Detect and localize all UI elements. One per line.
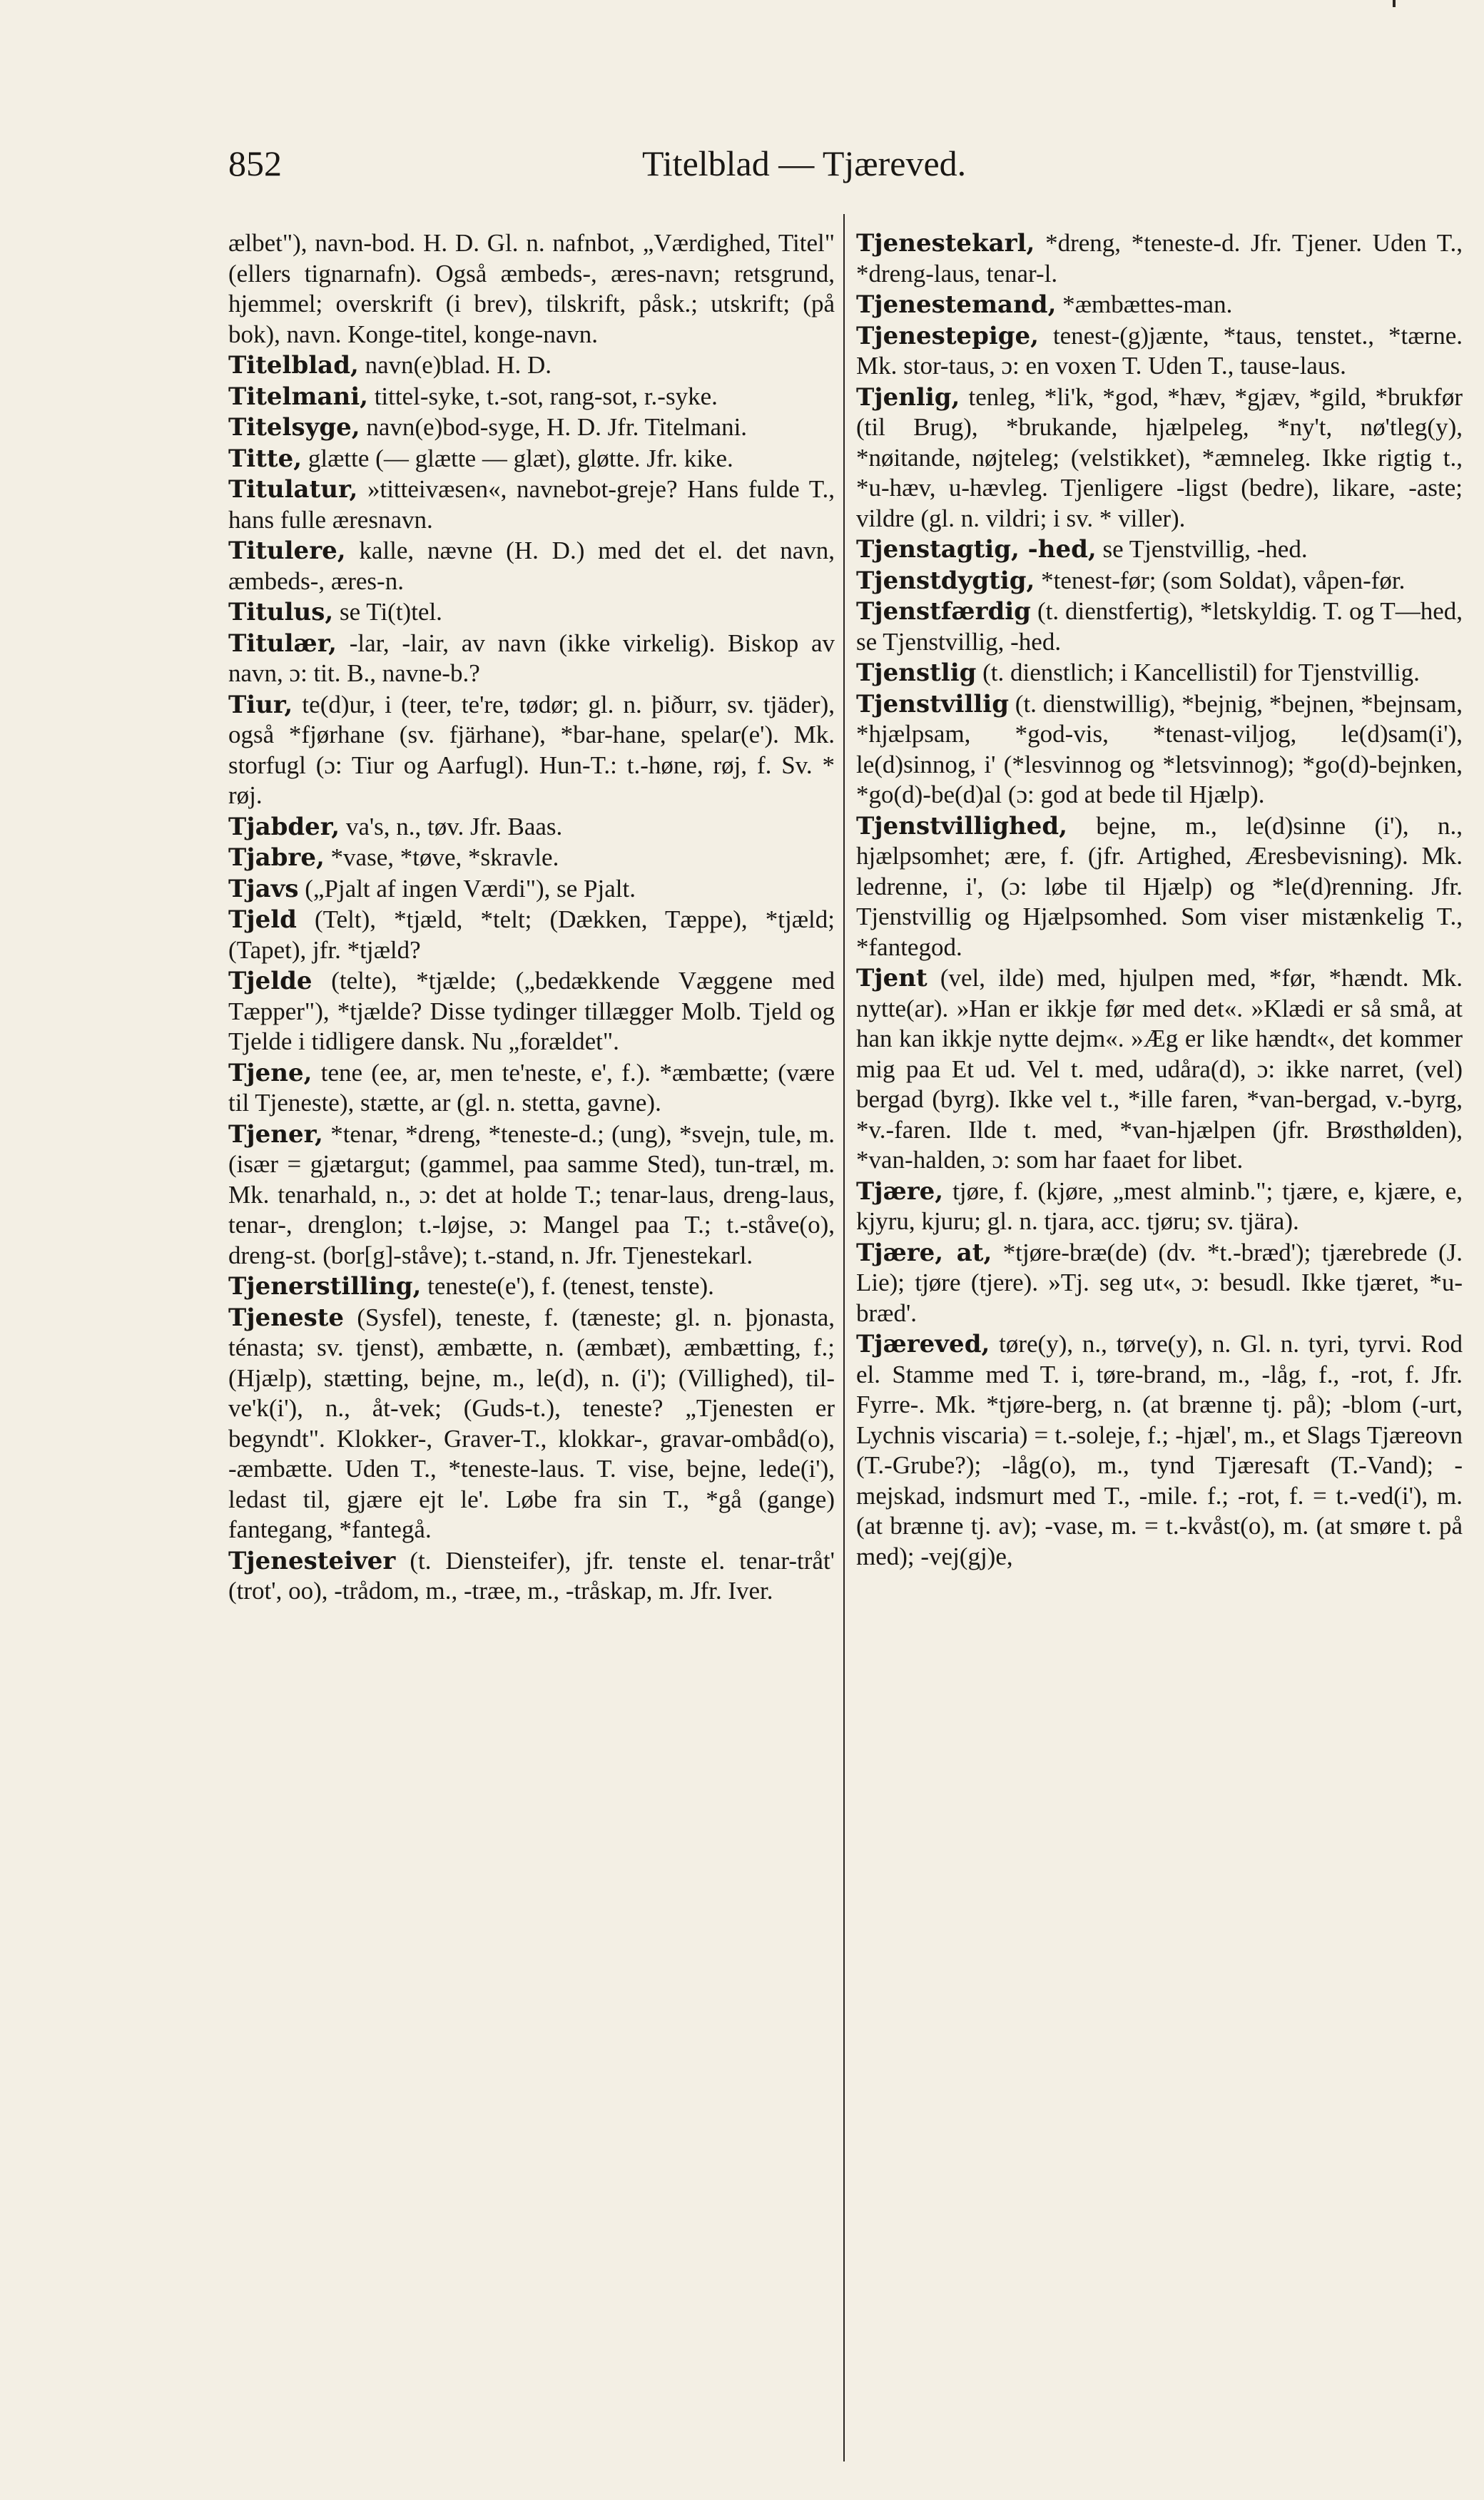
- entry-headword: Tjabder,: [228, 812, 340, 841]
- dictionary-entry: [228, 1303, 835, 1545]
- entry-definition: tjøre, f. (kjøre, „mest alminb."; tjære, e, kjære, e, kjyru, kjuru; gl. n. tjara, acc. tjøru; sv. tjära).: [856, 1177, 1463, 1235]
- entry-headword: Tjære,: [856, 1177, 944, 1206]
- dictionary-entry: [228, 474, 835, 535]
- entry-headword: Titulus,: [228, 598, 334, 626]
- dictionary-entry: [856, 963, 1463, 1176]
- entry-headword: Tjenstfærdig: [856, 597, 1031, 626]
- entry-headword: Tjelde: [228, 967, 312, 995]
- entry-headword: Tjene,: [228, 1058, 312, 1087]
- entry-headword: Tjæreved,: [856, 1330, 990, 1358]
- entry-definition: *tenar, *dreng, *teneste-d.; (ung), *svejn, tule, m. (især = gjætargut; (gammel, paa samme Sted), tun-træl, m. Mk. tenarhald, n., ɔ: det at holde T.; tenar-laus, dreng-laus, tenar-, drenglon; t.-løjse, ɔ: Mangel paa T.; t.-ståve(o), dreng-st. (bor[g]-ståve); t.-stand, n. Jfr. Tjenestekarl.: [228, 1119, 835, 1269]
- entry-definition: (t. dienstlich; i Kancellistil) for Tjenstvillig.: [976, 659, 1420, 686]
- dictionary-entry: [856, 534, 1463, 565]
- dictionary-entry: [228, 536, 835, 596]
- entry-definition: (telte), *tjælde; („bedækkende Væggene med Tæpper"), *tjælde? Disse tydinger tillægger Molb. Tjeld og Tjelde i tidligere dansk. Nu „forældet".: [228, 967, 835, 1055]
- dictionary-entry: [228, 843, 835, 873]
- dictionary-entry: [228, 905, 835, 965]
- entry-definition: (t. Diensteifer), jfr. tenste el. tenar-tråt' (trot', oo), -trådom, m., -træe, m., -tråskap, m. Jfr. Iver.: [228, 1546, 835, 1605]
- entry-headword: Titelblad,: [228, 351, 359, 380]
- entry-definition: (Sysfel), teneste, f. (tæneste; gl. n. þjonasta, ténasta; sv. tjenst), æmbætte, n. (æmbæt), æmbætting, f.; (Hjælp), stætting, bejne, m., le(d), n. (i'); (Villighed), til-ve'k(i'), n., åt-vek; (Guds-t.), teneste? „Tjenesten er begyndt". Klokker-, Graver-T., klokkar-, gravar-ombåd(o), -æmbætte. Uden T., *teneste-laus. T. vise, bejne, lede(i'), ledast til, gjære ejt le'. Løbe fra sin T., *gå (gange) fantegang, *fantegå.: [228, 1303, 835, 1543]
- entry-headword: Tjenstvillig: [856, 689, 1009, 718]
- entry-headword: Tjenstagtig, -hed,: [856, 535, 1097, 564]
- dictionary-entry: [228, 1546, 835, 1607]
- entry-definition: navn(e)blad. H. D.: [358, 351, 552, 379]
- entry-headword: Titulær,: [228, 629, 337, 658]
- dictionary-entry: [228, 1271, 835, 1302]
- dictionary-entry: [228, 444, 835, 474]
- dictionary-entry: [856, 382, 1463, 534]
- entry-headword: Tjent: [856, 964, 928, 992]
- entry-headword: Titulere,: [228, 537, 346, 565]
- entry-headword: Titelsyge,: [228, 413, 360, 442]
- entry-definition: (vel, ilde) med, hjulpen med, *før, *hændt. Mk. nytte(ar). »Han er ikkje før med det«. »Klædi er så små, at han kan ikkje nytte dejm«. »Æg er like hændt«, det kommer mig paa Et ud. Vel t. med, udåra(d), ɔ: ikke narret, (vel) bergad (byrg). Ikke vel t., *ille faren, *van-bergad, v.-byrg, *v.-faren. Ilde t. med, *van-hjælpen (jfr. Brøsthølden), *van-halden, ɔ: som har faaet for libet.: [856, 964, 1463, 1174]
- dictionary-entry: [228, 812, 835, 843]
- entry-definition: (Telt), *tjæld, *telt; (Dækken, Tæppe), *tjæld; (Tapet), jfr. *tjæld?: [228, 905, 835, 964]
- entry-definition: („Pjalt af ingen Værdi"), se Pjalt.: [298, 874, 636, 903]
- entry-definition: tittel-syke, t.-sot, rang-sot, r.-syke.: [367, 382, 718, 410]
- entry-definition: tenest-(g)jænte, *taus, tenstet., *tærne. Mk. stor-taus, ɔ: en voxen T. Uden T., tause-laus.: [856, 321, 1463, 380]
- dictionary-entry: [228, 1119, 835, 1271]
- entry-definition: navn(e)bod-syge, H. D. Jfr. Titelmani.: [360, 413, 748, 441]
- page-header: [228, 143, 1270, 207]
- dictionary-entry: [228, 412, 835, 443]
- entry-definition: (t. dienstwillig), *bejnig, *bejnen, *bejnsam, *hjælpsam, *god-vis, *tenast-viljog, le(d)sam(i'), le(d)sinnog, i' (*lesvinnog og *letsvinnog); *go(d)-bejnken, *go(d)-be(d)al (ɔ: god at bede til Hjælp).: [856, 689, 1463, 808]
- dictionary-entry: [856, 566, 1463, 596]
- entry-headword: Tjenesteiver: [228, 1546, 396, 1575]
- entry-headword: Tjavs: [228, 874, 299, 903]
- entry-definition: kalle, nævne (H. D.) med det el. det navn, æmbeds-, æres-n.: [228, 537, 835, 595]
- dictionary-entry: [228, 1058, 835, 1119]
- entry-headword: Tjeld: [228, 905, 297, 934]
- entry-headword: Tjenlig,: [856, 382, 960, 412]
- dictionary-entry: [856, 658, 1463, 688]
- entry-headword: Tjener,: [228, 1119, 323, 1149]
- entry-definition: *æmbættes-man.: [1056, 290, 1233, 318]
- dictionary-entry: [856, 811, 1463, 963]
- entry-headword: Titelmani,: [228, 382, 368, 411]
- entry-headword: Tjenerstilling,: [228, 1272, 422, 1301]
- dictionary-entry: [228, 874, 835, 905]
- dictionary-entry: [856, 1329, 1463, 1572]
- entry-definition: *tjøre-bræ(de) (dv. *t.-bræd'); tjærebrede (J. Lie); tjøre (tjere). »Tj. seg ut«, ɔ: besudl. Ikke tjæret, *u-bræd'.: [856, 1238, 1463, 1327]
- entry-headword: Tjære, at,: [856, 1238, 992, 1267]
- entry-headword: Tjenestepige,: [856, 321, 1039, 350]
- dictionary-entry: [856, 1177, 1463, 1237]
- dictionary-entry: [228, 629, 835, 689]
- entry-headword: Tjenstdygtig,: [856, 566, 1035, 595]
- dictionary-entry: [856, 321, 1463, 382]
- dictionary-entry: [228, 690, 835, 811]
- entry-headword: Tjenstlig: [856, 659, 977, 687]
- entry-definition: tøre(y), n., tørve(y), n. Gl. n. tyri, tyrvi. Rod el. Stamme med T. i, tøre-brand, m., -låg, f., -rot, f. Jfr. Fyrre-. Mk. *tjøre-berg, n. (at brænne tj. på); -blom (-urt, Lychnis viscaria) = t.-soleje, f.; -hjæl', m., et Slags Tjæreovn (T.-Grube?); -låg(o), m., tynd Tjæresaft (T.-Vand); -mejskad, indsmurt med T., -mile. f.; -rot, f. = t.-ved(i'), m. (at brænne tj. av); -vase, m. = t.-kvåst(o), m. (at smøre t. på med); -vej(gj)e,: [856, 1330, 1463, 1570]
- dictionary-entry: [856, 596, 1463, 657]
- entry-definition: va's, n., tøv. Jfr. Baas.: [340, 812, 563, 840]
- right-column: [856, 228, 1463, 2476]
- entry-headword: Tjeneste: [228, 1303, 345, 1332]
- page-number: 852: [228, 143, 282, 183]
- entry-definition: *tenest-før; (som Soldat), våpen-før.: [1035, 566, 1406, 594]
- left-column: [228, 228, 835, 2476]
- dictionary-entry: [856, 689, 1463, 811]
- dictionary-entry: [228, 597, 835, 628]
- dictionary-entry: [228, 350, 835, 381]
- dictionary-entry: [228, 382, 835, 412]
- entry-headword: Tiur,: [228, 690, 293, 719]
- entry-headword: Tjenestemand,: [856, 290, 1057, 319]
- entry-definition: ælbet"), navn-bod. H. D. Gl. n. nafnbot, „Værdighed, Titel" (ellers tignarnafn). Også æmbeds-, æres-navn; retsgrund, hjemmel; overskrift (i brev), tilskrift, påsk.; utskrift; (på bok), navn. Konge-titel, konge-navn.: [228, 229, 835, 348]
- entry-definition: se Ti(t)tel.: [333, 598, 442, 626]
- entry-definition: glætte (— glætte — glæt), gløtte. Jfr. kike.: [302, 444, 733, 472]
- entry-definition: *vase, *tøve, *skravle.: [324, 843, 559, 871]
- entry-headword: Tjabre,: [228, 843, 325, 872]
- dictionary-entry: [856, 228, 1463, 289]
- entry-definition: te(d)ur, i (teer, te're, tødør; gl. n. þiðurr, sv. tjäder), også *fjørhane (sv. fjärhane), *bar-hane, spelar(e'). Mk. storfugl (ɔ: Tiur og Aarfugl). Hun-T.: t.-høne, røj, f. Sv. * røj.: [228, 690, 835, 809]
- entry-headword: Titte,: [228, 444, 303, 473]
- entry-definition: tenleg, *li'k, *god, *hæv, *gjæv, *gild, *brukfør (til Brug), *brukande, hjælpeleg, *ny't, nø'tleg(y), *nøitande, nøjteleg; (velstikket), *æmneleg. Ikke rigtig t., *u-hæv, u-hævleg. Tjenligere -ligst (bedre), likare, -aste; vildre (gl. n. vildri; i sv. * viller).: [856, 382, 1463, 532]
- dictionary-entry: [856, 1238, 1463, 1329]
- dictionary-entry: [856, 290, 1463, 320]
- entry-definition: se Tjenstvillig, -hed.: [1096, 535, 1308, 563]
- running-title: Titelblad — Tjæreved.: [642, 143, 967, 183]
- dictionary-entry: [228, 228, 835, 350]
- column-divider: [843, 214, 845, 2461]
- top-edge-mark: [1393, 0, 1396, 7]
- entry-headword: Titulatur,: [228, 475, 358, 504]
- entry-definition: -lar, -lair, av navn (ikke virkelig). Biskop av navn, ɔ: tit. B., navne-b.?: [228, 629, 835, 687]
- entry-headword: Tjenstvillighed,: [856, 811, 1067, 840]
- entry-headword: Tjenestekarl,: [856, 229, 1035, 258]
- entry-definition: tene (ee, ar, men te'neste, e', f.). *æmbætte; (være til Tjeneste), stætte, ar (gl. n. stetta, gavne).: [228, 1058, 835, 1117]
- entry-definition: »titteivæsen«, navnebot-greje? Hans fulde T., hans fulle æresnavn.: [228, 475, 835, 534]
- dictionary-entry: [228, 966, 835, 1057]
- entry-definition: (t. dienstfertig), *letskyldig. T. og T—hed, se Tjenstvillig, -hed.: [856, 597, 1463, 656]
- entry-definition: teneste(e'), f. (tenest, tenste).: [421, 1272, 714, 1300]
- entry-definition: bejne, m., le(d)sinne (i'), n., hjælpsomhet; ære, f. (jfr. Artighed, Æresbevisning). Mk. ledrenne, i', (ɔ: løbe til Hjælp) og *le(d)renning. Jfr. Tjenstvillig og Hjælpsomhed. Som viser mistænkelig T., *fantegod.: [856, 811, 1463, 961]
- entry-definition: *dreng, *teneste-d. Jfr. Tjener. Uden T., *dreng-laus, tenar-l.: [856, 229, 1463, 288]
